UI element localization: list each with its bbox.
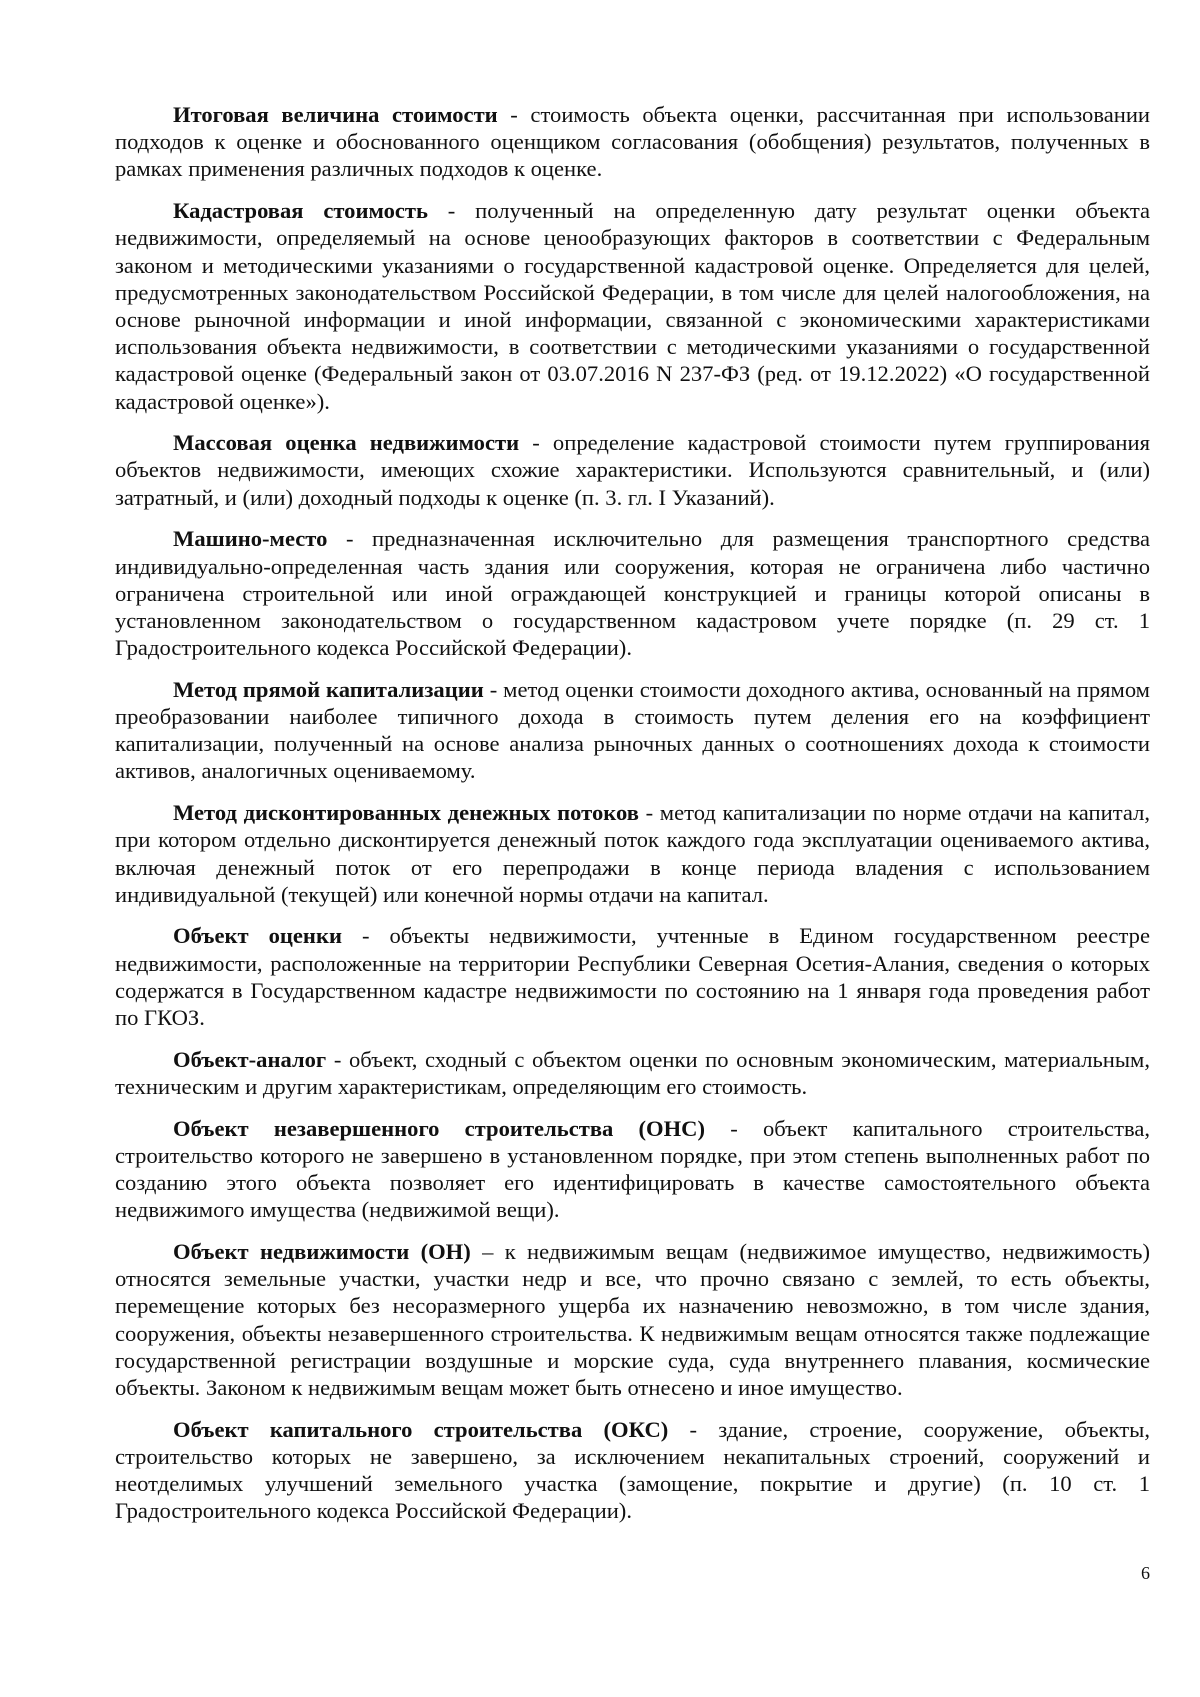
definition-text: - предназначенная исключительно для размещения транспортного средства индивидуально-определенная часть здания или сооружения, которая не ограничена либо частично ограничена строительной или иной ограждающей конструкцией и границы которой описаны в установленном законодательством о государственном кадастровом учете порядке (п. 29 ст. 1 Градостроительного кодекса Российской Федерации). xyxy=(115,526,1150,661)
definition-term: Машино-место xyxy=(173,526,328,552)
definition-term: Объект капитального строительства (ОКС) xyxy=(173,1416,669,1442)
definition-term: Итоговая величина стоимости xyxy=(173,102,498,127)
definition-text: - определение кадастровой стоимости путем группирования объектов недвижимости, имеющих схожие характеристики. Используются сравнительный, и (или) затратный, и (или) доходный подходы к оценке (п. 3. гл. I Указаний). xyxy=(115,430,1150,510)
definition-text: - объект капитального строительства, строительство которого не завершено в установленном порядке, при этом степень выполненных работ по созданию этого объекта позволяет его идентифицировать в качестве самостоятельного объекта недвижимого имущества (недвижимой вещи). xyxy=(115,1115,1151,1223)
definition-term: Метод прямой капитализации xyxy=(173,676,484,702)
definition-term: Кадастровая стоимость xyxy=(173,198,428,224)
definition-text: - метод оценки стоимости доходного актива, основанный на прямом преобразовании наиболее типичного дохода в стоимость путем деления его на коэффициент капитализации, полученный на основе анализа рыночных данных о соотношениях дохода к стоимости активов, аналогичных оцениваемому. xyxy=(115,676,1150,784)
definition-text: - здание, строение, сооружение, объекты, строительство которых не завершено, за исключением некапитальных строений, сооружений и неотделимых улучшений земельного участка (замощение, покрытие и другие) (п. 10 ст. 1 Градостроительного кодекса Российской Федерации). xyxy=(115,1416,1150,1524)
definition-term: Объект оценки xyxy=(173,923,342,949)
definition-text: - метод капитализации по норме отдачи на капитал, при котором отдельно дисконтируется денежный поток каждого года эксплуатации оцениваемого актива, включая денежный поток от его перепродажи в конце периода владения с использованием индивидуальной (текущей) или конечной нормы отдачи на капитал. xyxy=(115,800,1150,907)
definition-term: Массовая оценка недвижимости xyxy=(173,430,520,456)
definition-dcf-method xyxy=(115,799,1150,908)
definition-parking-space xyxy=(115,525,1150,661)
page-number: 6 xyxy=(1141,1563,1150,1583)
definition-text: - стоимость объекта оценки, рассчитанная при использовании подходов к оценке и обоснованного оценщиком согласования (обобщения) результатов, полученных в рамках применения различных подходов к оценке. xyxy=(115,102,1150,182)
definition-term: Объект-аналог xyxy=(173,1046,327,1072)
definition-mass-valuation xyxy=(115,429,1150,511)
definition-text: - объект, сходный с объектом оценки по основным экономическим, материальным, техническим и другим характеристикам, определяющим его стоимость. xyxy=(115,1046,1150,1099)
definitions-list xyxy=(115,101,1150,1539)
definition-term: Метод дисконтированных денежных потоков xyxy=(173,800,639,826)
definition-unfinished-construction xyxy=(115,1115,1150,1224)
definition-term: Объект незавершенного строительства (ОНС) xyxy=(173,1115,706,1141)
definition-real-estate-object xyxy=(115,1238,1150,1401)
definition-cadastral-value xyxy=(115,197,1150,415)
definition-term: Объект недвижимости (ОН) xyxy=(173,1239,471,1265)
definition-direct-capitalization xyxy=(115,676,1150,785)
definition-text: – к недвижимым вещам (недвижимое имущество, недвижимость) относятся земельные участки, участки недр и все, что прочно связано с землей, то есть объекты, перемещение которых без несоразмерного ущерба их назначению невозможно, в том числе здания, сооружения, объекты незавершенного строительства. К недвижимым вещам относятся также подлежащие государственной регистрации воздушные и морские суда, суда внутреннего плавания, космические объекты. Законом к недвижимым вещам может быть отнесено и иное имущество. xyxy=(115,1239,1150,1401)
definition-valuation-object xyxy=(115,922,1150,1031)
definition-analog-object xyxy=(115,1046,1150,1100)
definition-text: - полученный на определенную дату результат оценки объекта недвижимости, определяемый на основе ценообразующих факторов в соответствии с Федеральным законом и методическими указаниями о государственной кадастровой оценке. Определяется для целей, предусмотренных законодательством Российской Федерации, в том числе для целей налогообложения, на основе рыночной информации и иной информации, связанной с экономическими характеристиками использования объекта недвижимости, в соответствии с методическими указаниями о государственной кадастровой оценке (Федеральный закон от 03.07.2016 N 237-ФЗ (ред. от 19.12.2022) «О государственной кадастровой оценке»). xyxy=(115,198,1150,414)
definition-final-value xyxy=(115,101,1150,183)
definition-capital-construction xyxy=(115,1416,1150,1525)
definition-text: - объекты недвижимости, учтенные в Едином государственном реестре недвижимости, расположенные на территории Республики Северная Осетия-Алания, сведения о которых содержатся в Государственном кадастре недвижимости по состоянию на 1 января года проведения работ по ГКОЗ. xyxy=(115,923,1150,1031)
